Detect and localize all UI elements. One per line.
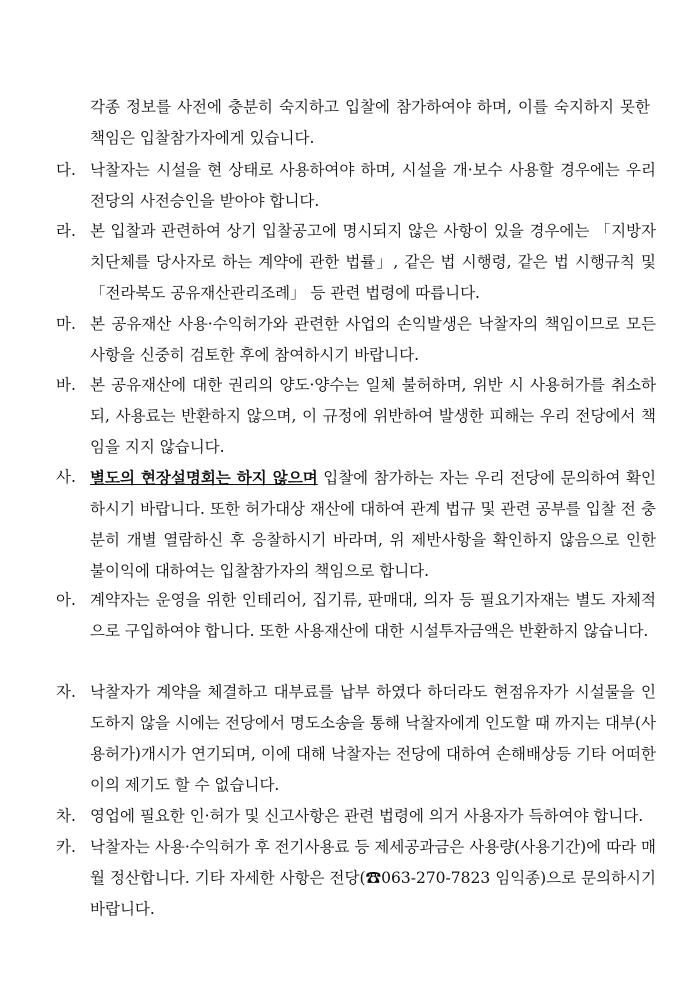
list-item-da (56, 155, 656, 217)
item-marker: 다. (56, 161, 76, 179)
intro-paragraph: 각종 정보를 사전에 충분히 숙지하고 입찰에 참가하여야 하며, 이를 숙지하지 못한 책임은 입찰참가자에게 있습니다. (90, 98, 650, 147)
list-item-a (56, 585, 656, 647)
item-text: 계약자는 운영을 위한 인테리어, 집기류, 판매대, 의자 등 필요기자재는 별도 자체적으로 구입하여야 합니다. 또한 사용재산에 대한 시설투자금액은 반환하지 않습니다. (90, 591, 656, 640)
item-text: 낙찰자는 사용·수익허가 후 전기사용료 등 제세공과금은 사용량(사용기간)에 따라 매월 정산합니다. 기타 자세한 사항은 전당(☎063-270-7823 임익종)으로 문의하시기 바랍니다. (90, 838, 656, 918)
item-marker: 마. (56, 315, 76, 333)
item-marker: 사. (56, 468, 76, 486)
item-marker: 라. (56, 222, 76, 240)
item-text: 낙찰자는 시설을 현 상태로 사용하여야 하며, 시설을 개·보수 사용할 경우에는 우리전당의 사전승인을 받아야 합니다. (90, 161, 656, 210)
item-marker: 바. (56, 376, 76, 394)
item-marker: 차. (56, 807, 76, 825)
list-item-sa (56, 462, 656, 587)
list-item-ma (56, 309, 656, 371)
item-text (90, 462, 656, 587)
item-text-rest: 입찰에 참가하는 자는 우리 전당에 문의하여 확인하시기 바랍니다. 또한 허가대상 재산에 대하여 관계 법규 및 관련 공부를 입찰 전 충분히 개별 열람하신 후 응찰하시기 바라며, 위 제반사항을 확인하지 않음으로 인한 불이익에 대하여는 입찰참가자의 책임으로 합니다. (90, 469, 657, 580)
item-marker: 카. (56, 838, 76, 856)
list-item-cha (56, 801, 656, 832)
list-item-ja (56, 677, 656, 801)
list-item-ra (56, 216, 656, 309)
item-text: 낙찰자가 계약을 체결하고 대부료를 납부 하였다 하더라도 현점유자가 시설물을 인도하지 않을 시에는 전당에서 명도소송을 통해 낙찰자에게 인도할 때 까지는 대부(사용허가)개시가 연기되며, 이에 대해 낙찰자는 전당에 대하여 손해배상등 기타 어떠한 이의 제기도 할 수 없습니다. (90, 683, 656, 794)
item-marker: 아. (56, 591, 76, 609)
list-item-ba (56, 370, 656, 463)
item-text: 본 입찰과 관련하여 상기 입찰공고에 명시되지 않은 사항이 있을 경우에는 「지방자치단체를 당사자로 하는 계약에 관한 법률」, 같은 법 시행령, 같은 법 시행규칙 및 「전라북도 공유재산관리조례」 등 관련 법령에 따릅니다. (90, 222, 656, 302)
item-marker: 자. (56, 683, 76, 701)
item-text: 영업에 필요한 인·허가 및 신고사항은 관련 법령에 의거 사용자가 득하여야 합니다. (90, 807, 644, 825)
item-text: 본 공유재산에 대한 권리의 양도·양수는 일체 불허하며, 위반 시 사용허가를 취소하되, 사용료는 반환하지 않으며, 이 규정에 위반하여 발생한 피해는 우리 전당에서 책임을 지지 않습니다. (90, 376, 656, 456)
item-text: 본 공유재산 사용·수익허가와 관련한 사업의 손익발생은 낙찰자의 책임이므로 모든 사항을 신중히 검토한 후에 참여하시기 바랍니다. (90, 315, 656, 364)
item-emphasis: 별도의 현장설명회는 하지 않으며 (90, 468, 318, 487)
list-item-ka (56, 832, 656, 925)
